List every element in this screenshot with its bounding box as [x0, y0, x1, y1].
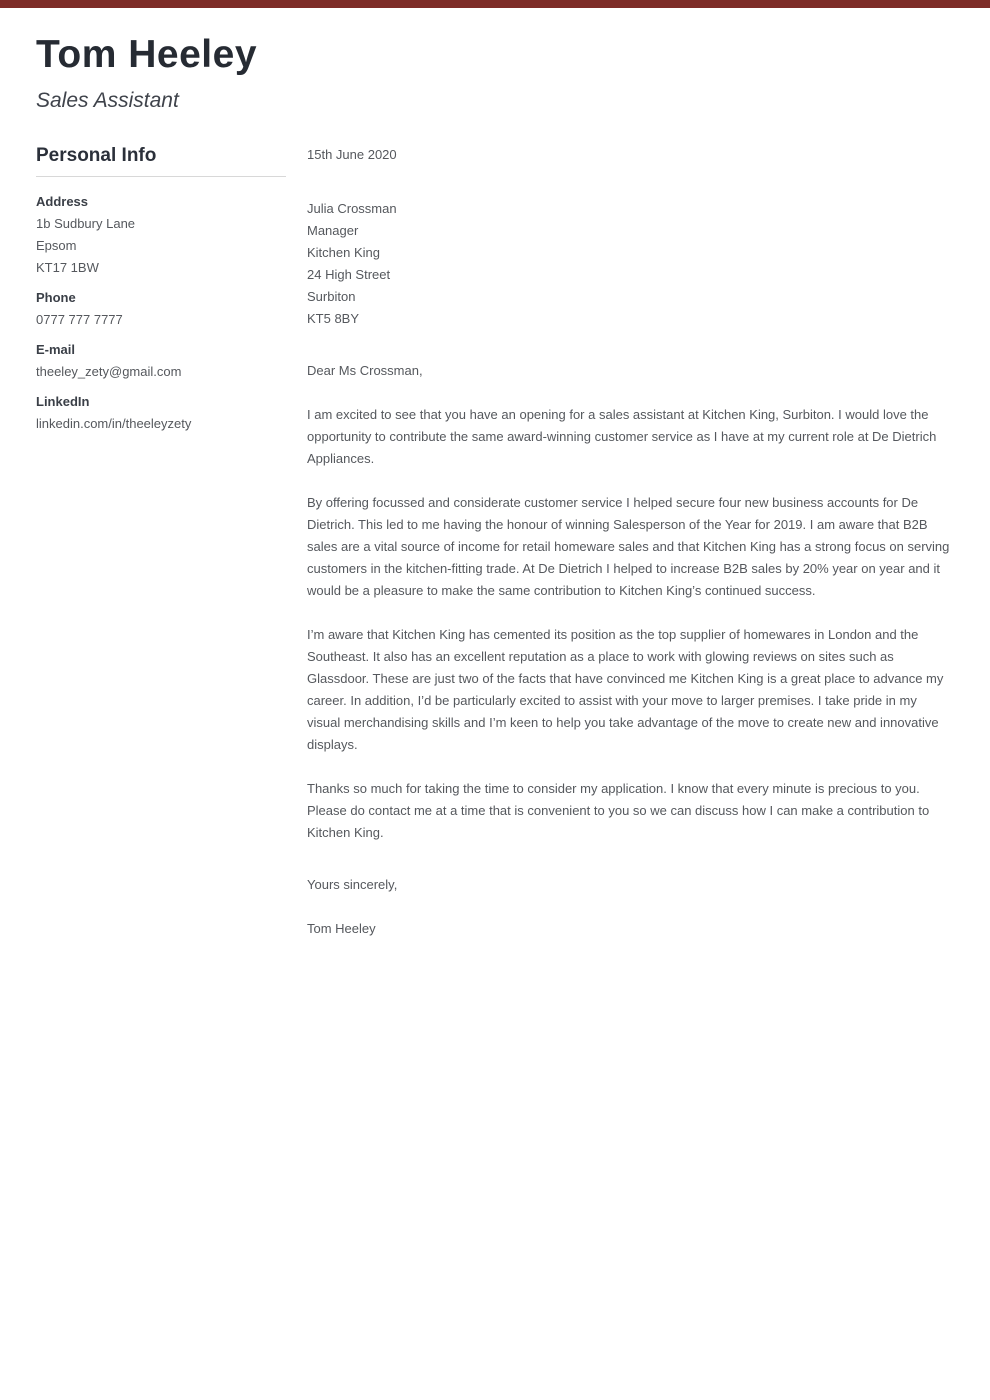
- recipient-line: KT5 8BY: [307, 311, 360, 326]
- sidebar-section-linkedin: [36, 391, 286, 435]
- sidebar-section-address: [36, 191, 286, 279]
- email-value: theeley_zety@gmail.com: [36, 364, 182, 379]
- recipient-line: 24 High Street: [307, 267, 391, 282]
- address-line: Epsom: [36, 238, 77, 253]
- letter-content: [307, 144, 952, 940]
- signature: Tom Heeley: [307, 921, 376, 936]
- address-line: KT17 1BW: [36, 260, 99, 275]
- sidebar-section-phone: [36, 287, 286, 331]
- accent-top-bar: [0, 0, 990, 8]
- job-title: Sales Assistant: [36, 89, 179, 112]
- letter-paragraph: I’m aware that Kitchen King has cemented its position as the top supplier of homewares in London and the Southeast. It also has an excellent reputation as a place to work with glowing reviews on sites such as Glassdoor. These are just two of the facts that have convinced me Kitchen King is a great place to advance my career. In addition, I’d be particularly excited to assist with your move to larger premises. I take pride in my visual merchandising skills and I’m keen to help you take advantage of the move to create new and innovative displays.: [307, 627, 944, 752]
- letter-paragraph: Thanks so much for taking the time to consider my application. I know that every minute is precious to you. Please do contact me at a time that is convenient to you so we can discuss how I can make a contribution to Kitchen King.: [307, 781, 930, 840]
- letter-date: 15th June 2020: [307, 147, 397, 162]
- sidebar-heading: Personal Info: [36, 145, 157, 166]
- sidebar-divider: [36, 176, 286, 177]
- recipient-line: Julia Crossman: [307, 201, 397, 216]
- phone-label: Phone: [36, 290, 76, 305]
- address-label: Address: [36, 194, 89, 209]
- document-header: [0, 8, 990, 114]
- sidebar-section-email: [36, 339, 286, 383]
- linkedin-value: linkedin.com/in/theeleyzety: [36, 416, 192, 431]
- document-body: [0, 144, 990, 940]
- closing: Yours sincerely,: [307, 877, 398, 892]
- recipient-line: Manager: [307, 223, 359, 238]
- email-label: E-mail: [36, 342, 76, 357]
- address-line: 1b Sudbury Lane: [36, 216, 136, 231]
- recipient-line: Surbiton: [307, 289, 356, 304]
- phone-value: 0777 777 7777: [36, 312, 123, 327]
- salutation: Dear Ms Crossman,: [307, 363, 423, 378]
- personal-info-sidebar: [36, 144, 286, 940]
- linkedin-label: LinkedIn: [36, 394, 90, 409]
- recipient-block: [307, 198, 952, 330]
- letter-paragraph: I am excited to see that you have an opening for a sales assistant at Kitchen King, Surbiton. I would love the opportunity to contribute the same award-winning customer service as I have at my current role at De Dietrich Appliances.: [307, 407, 937, 466]
- candidate-name: Tom Heeley: [36, 33, 258, 76]
- recipient-line: Kitchen King: [307, 245, 380, 260]
- letter-paragraph: By offering focussed and considerate customer service I helped secure four new business accounts for De Dietrich. This led to me having the honour of winning Salesperson of the Year for 2019. I am aware that B2B sales are a vital source of income for retail homeware sales and that Kitchen King has a strong focus on serving customers in the kitchen-fitting trade. At De Dietrich I helped to increase B2B sales by 20% year on year and it would be a pleasure to make the same contribution to Kitchen King’s continued success.: [307, 495, 950, 598]
